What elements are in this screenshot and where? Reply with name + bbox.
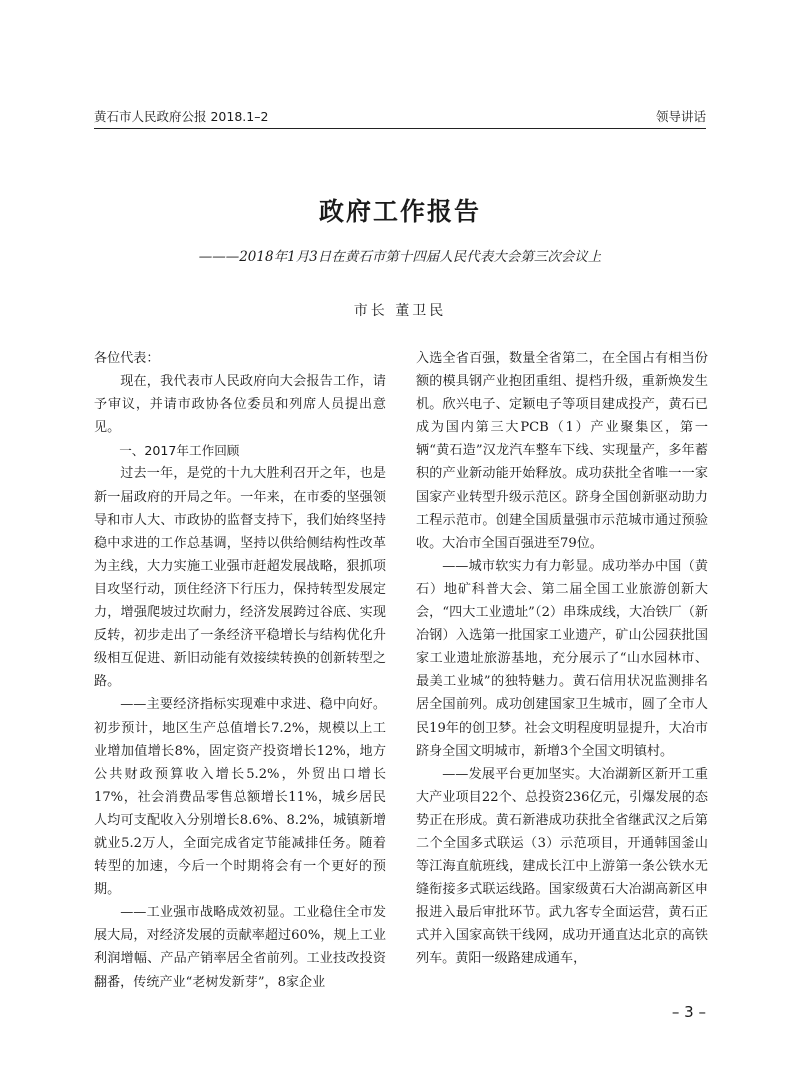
paragraph: 现在，我代表市人民政府向大会报告工作，请予审议，并请市政协各位委员和列席人员提出意见。 <box>94 374 386 436</box>
salutation: 各位代表： <box>94 351 160 366</box>
header-rule <box>94 128 706 129</box>
paragraph: ——发展平台更加坚实。大冶湖新区新开工重大产业项目22个、总投资236亿元，引爆发展的态势正在形成。黄石新港成功获批全省继武汉之后第二个全国多式联运（3）示范项目，开通韩国釜山等江海直航班线，建成长江中上游第一条公铁水无缝衔接多式联运线路。国家级黄石大冶湖高新区申报进入最后审批环节。武九客专全面运营，黄石正式并入国家高铁干线网，成功开通直达北京的高铁列车。黄阳一级路建成通车， <box>416 766 708 967</box>
paragraph: ——城市软实力有力彰显。成功举办中国（黄石）地矿科普大会、第二届全国工业旅游创新大会，“四大工业遗址”（2）串珠成线，大冶铁厂（新冶钢）入选第一批国家工业遗产，矿山公园获批国家工业遗址旅游基地，充分展示了“山水园林市、最美工业城”的独特魅力。黄石信用状况监测排名居全国前列。成功创建国家卫生城市，圆了全市人民19年的创卫梦。社会文明程度明显提升，大冶市跻身全国文明城市，新增3个全国文明镇村。 <box>416 558 708 759</box>
left-column <box>94 347 386 994</box>
article-subtitle: ———2018年1月3日在黄石市第十四届人民代表大会第三次会议上 <box>198 249 602 265</box>
section-name: 领导讲话 <box>655 109 706 124</box>
paragraph: 入选全省百强，数量全省第二，在全国占有相当份额的模具钢产业抱团重组、提档升级，重新焕发生机。欣兴电子、定颖电子等项目建成投产，黄石已成为国内第三大PCB（1）产业聚集区，第一辆“黄石造”汉龙汽车整车下线、实现量产，多年蓄积的产业新动能开始释放。成功获批全省唯一一家国家产业转型升级示范区。跻身全国创新驱动助力工程示范市。创建全国质量强市示范城市通过预验收。大冶市全国百强进至79位。 <box>416 351 708 551</box>
page-number: – 3 – <box>671 1003 706 1021</box>
article-author: 市长 董卫民 <box>353 303 447 319</box>
right-column <box>416 347 708 971</box>
paragraph: ——工业强市战略成效初显。工业稳住全市发展大局，对经济发展的贡献率超过60%，规上工业利润增幅、产品产销率居全省前列。工业技改投资翻番，传统产业“老树发新芽”，8家企业 <box>94 905 386 990</box>
section-heading: 一、2017年工作回顾 <box>119 443 240 459</box>
article-title: 政府工作报告 <box>318 197 481 226</box>
publication-name: 黄石市人民政府公报 2018.1–2 <box>94 109 269 124</box>
paragraph: 过去一年，是党的十九大胜利召开之年，也是新一届政府的开局之年。一年来，在市委的坚强领导和市人大、市政协的监督支持下，我们始终坚持稳中求进的工作总基调，坚持以供给侧结构性改革为主线，大力实施工业强市赶超发展战略，狠抓项目攻坚行动，顶住经济下行压力，保持转型发展定力，增强爬坡过坎耐力，经济发展跨过谷底、实现反转，初步走出了一条经济平稳增长与结构优化升级相互促进、新旧动能有效接续转换的创新转型之路。 <box>94 466 386 690</box>
paragraph: ——主要经济指标实现难中求进、稳中向好。初步预计，地区生产总值增长7.2%，规模以上工业增加值增长8%，固定资产投资增长12%，地方公共财政预算收入增长5.2%，外贸出口增长17%，社会消费品零售总额增长11%，城乡居民人均可支配收入分别增长8.6%、8.2%，城镇新增就业5.2万人，全面完成省定节能减排任务。随着转型的加速，今后一个时期将会有一个更好的预期。 <box>94 697 386 898</box>
running-header <box>94 107 706 129</box>
